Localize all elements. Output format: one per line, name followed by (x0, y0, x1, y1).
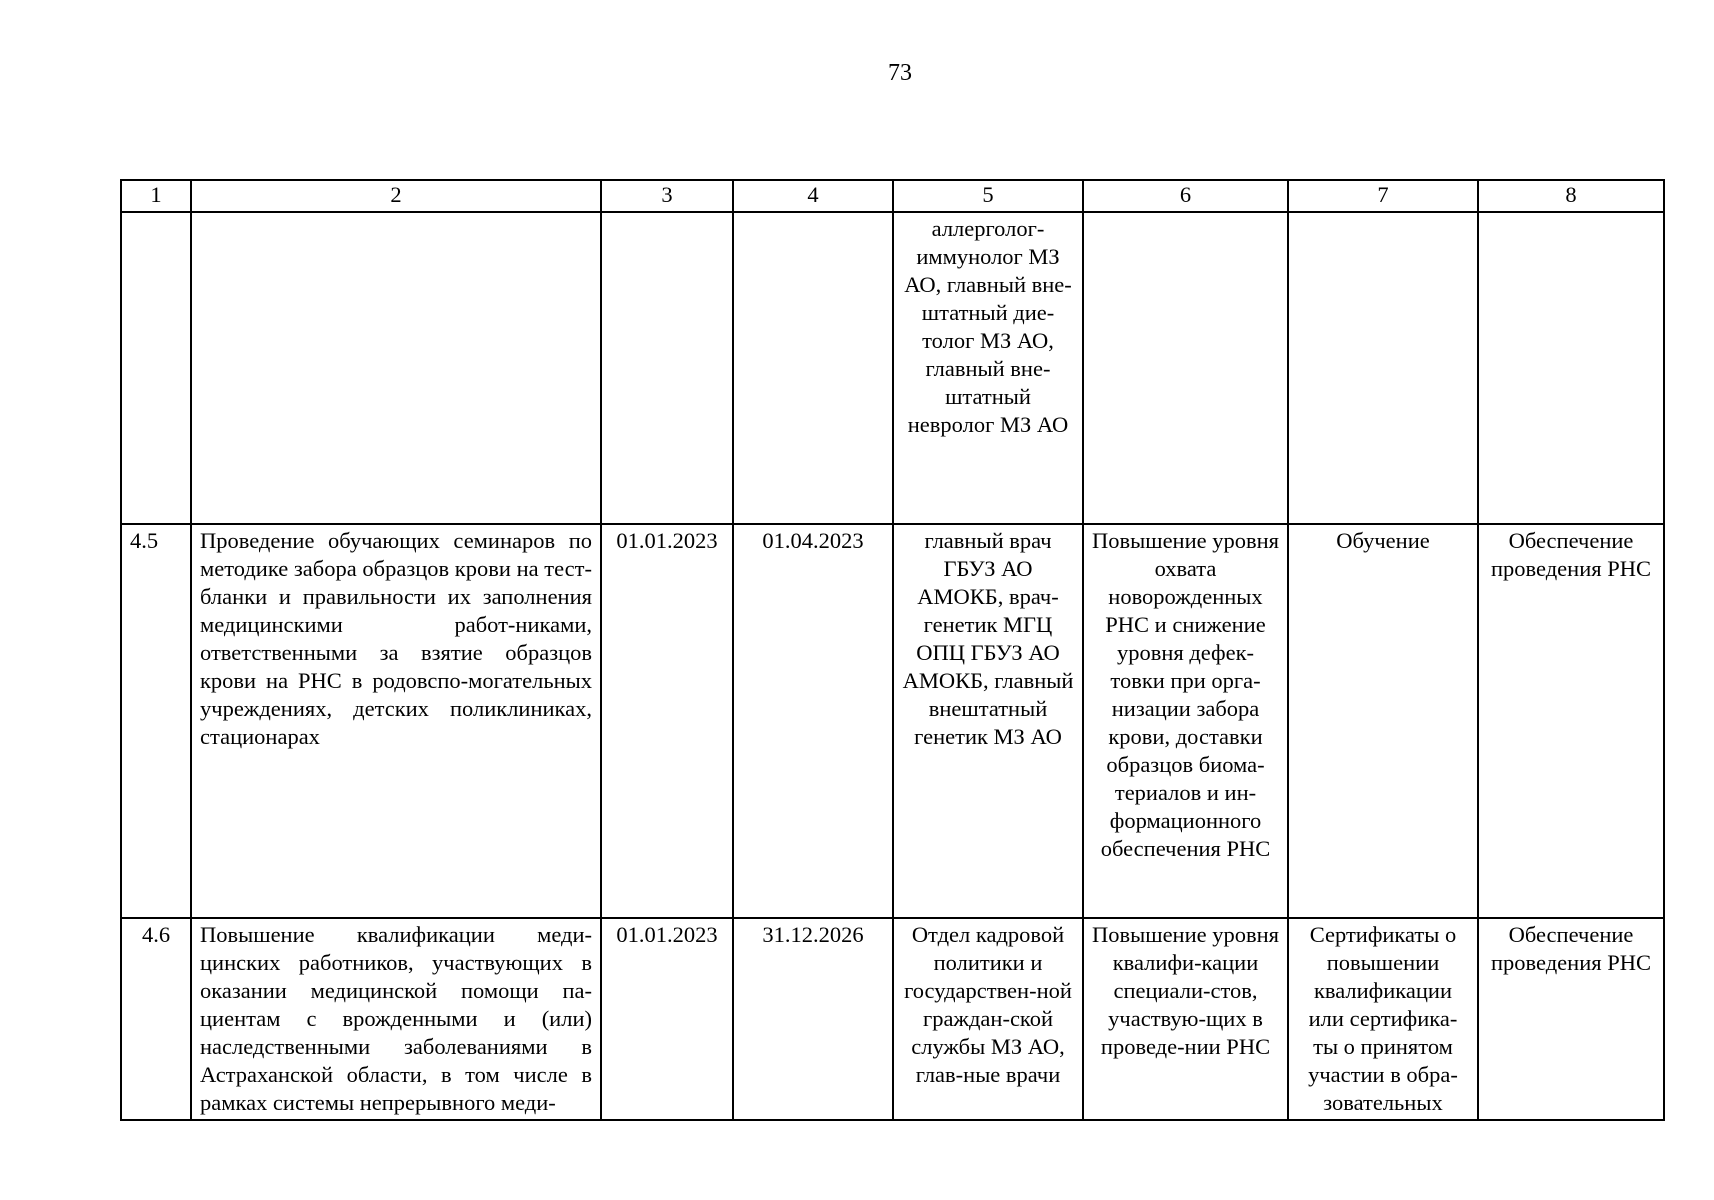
goal-cell: Обеспечение проведения РНС (1478, 918, 1664, 1120)
header-col-3: 3 (601, 180, 733, 212)
row-number: 4.6 (121, 918, 191, 1120)
responsible-cell: Отдел кадровой политики и государствен-ной граждан-ской службы МЗ АО, глав-ные врачи (893, 918, 1083, 1120)
cell-empty (1288, 212, 1478, 524)
start-date-cell: 01.01.2023 (601, 918, 733, 1120)
goal-cell: Обеспечение проведения РНС (1478, 524, 1664, 918)
table-row (121, 918, 1664, 1120)
cell-empty (191, 212, 601, 524)
header-row (121, 180, 1664, 212)
row-number: 4.5 (121, 524, 191, 918)
header-col-8: 8 (1478, 180, 1664, 212)
result-cell: Повышение уровня квалифи-кации специали-стов, участвую-щих в проведе-нии РНС (1083, 918, 1288, 1120)
end-date-cell: 31.12.2026 (733, 918, 893, 1120)
header-col-4: 4 (733, 180, 893, 212)
cell-empty (733, 212, 893, 524)
header-col-1: 1 (121, 180, 191, 212)
plan-table (120, 179, 1665, 1121)
start-date-cell: 01.01.2023 (601, 524, 733, 918)
header-col-2: 2 (191, 180, 601, 212)
cell-empty (121, 212, 191, 524)
responsible-cell: аллерголог-иммунолог МЗ АО, главный вне-штатный дие-толог МЗ АО, главный вне-штатный невролог МЗ АО (893, 212, 1083, 524)
responsible-cell: главный врач ГБУЗ АО АМОКБ, врач-генетик МГЦ ОПЦ ГБУЗ АО АМОКБ, главный внештатный генетик МЗ АО (893, 524, 1083, 918)
cell-empty (601, 212, 733, 524)
indicator-cell: Сертификаты о повышении квалификации или сертифика-ты о принятом участии в обра-зовательных (1288, 918, 1478, 1120)
table-row (121, 524, 1664, 918)
header-col-5: 5 (893, 180, 1083, 212)
header-col-7: 7 (1288, 180, 1478, 212)
cell-empty (1083, 212, 1288, 524)
end-date-cell: 01.04.2023 (733, 524, 893, 918)
page-number: 73 (888, 60, 912, 86)
result-cell: Повышение уровня охвата новорожденных РНС и снижение уровня дефек-товки при орга-низации забора крови, доставки образцов биома-териалов и ин-формационного обеспечения РНС (1083, 524, 1288, 918)
indicator-cell: Обучение (1288, 524, 1478, 918)
header-col-6: 6 (1083, 180, 1288, 212)
continuation-row (121, 212, 1664, 524)
event-cell: Повышение квалификации меди-цинских работников, участвующих в оказании медицинской помощи па-циентам с врожденными и (или) наследственными заболеваниями в Астраханской области, в том числе в рамках системы непрерывного меди- (191, 918, 601, 1120)
cell-empty (1478, 212, 1664, 524)
event-cell: Проведение обучающих семинаров по методике забора образцов крови на тест-бланки и правильности их заполнения медицинскими работ-никами, ответственными за взятие образцов крови на РНС в родовспо-могательных учреждениях, детских поликлиниках, стационарах (191, 524, 601, 918)
